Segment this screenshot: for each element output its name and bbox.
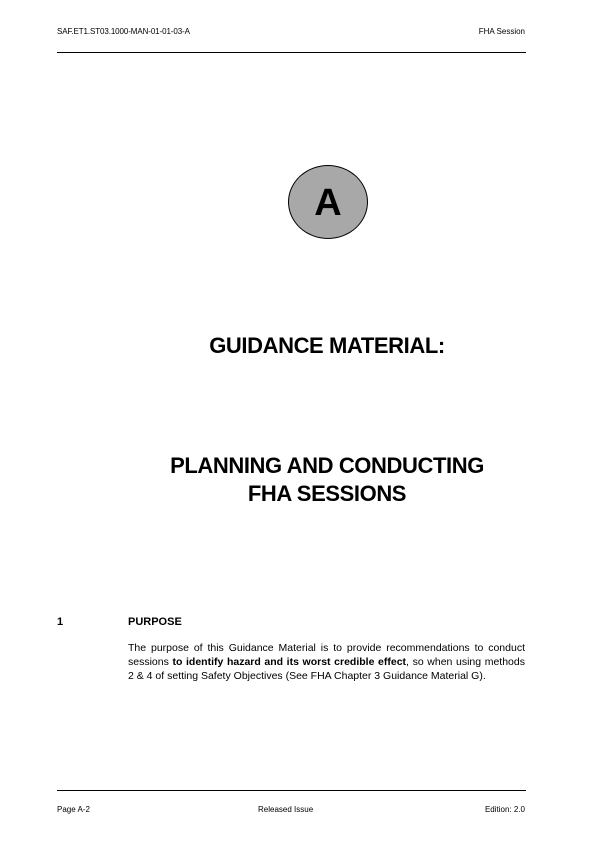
subtitle-line-1: PLANNING AND CONDUCTING (170, 453, 484, 478)
footer-page-number: Page A-2 (57, 805, 90, 814)
page-subtitle (57, 452, 595, 508)
footer-status: Released Issue (258, 805, 314, 814)
section-paragraph (128, 641, 525, 683)
page-title: GUIDANCE MATERIAL: (209, 333, 445, 358)
paragraph-text-end: , so when using methods 2 & 4 of setting Safety Objectives (See FHA Chapter 3 Guidance Material G). (128, 656, 525, 682)
footer-edition: Edition: 2.0 (484, 805, 525, 814)
paragraph-text-start: The purpose of this Guidance Material is to provide recommendations to conduct sessions (128, 642, 525, 668)
footer-divider (57, 790, 526, 791)
annex-circle-badge (288, 165, 368, 239)
header-doc-reference: SAF.ET1.ST03.1000-MAN-01-01-03-A (57, 27, 190, 36)
section-heading: PURPOSE (128, 616, 182, 628)
paragraph-text-emphasis: to identify hazard and its worst credible effect (172, 656, 407, 668)
header-section-name: FHA Session (478, 27, 525, 36)
subtitle-line-2: FHA SESSIONS (247, 481, 407, 506)
annex-letter: A (314, 182, 342, 224)
header-divider (57, 52, 526, 53)
section-number: 1 (57, 616, 64, 628)
